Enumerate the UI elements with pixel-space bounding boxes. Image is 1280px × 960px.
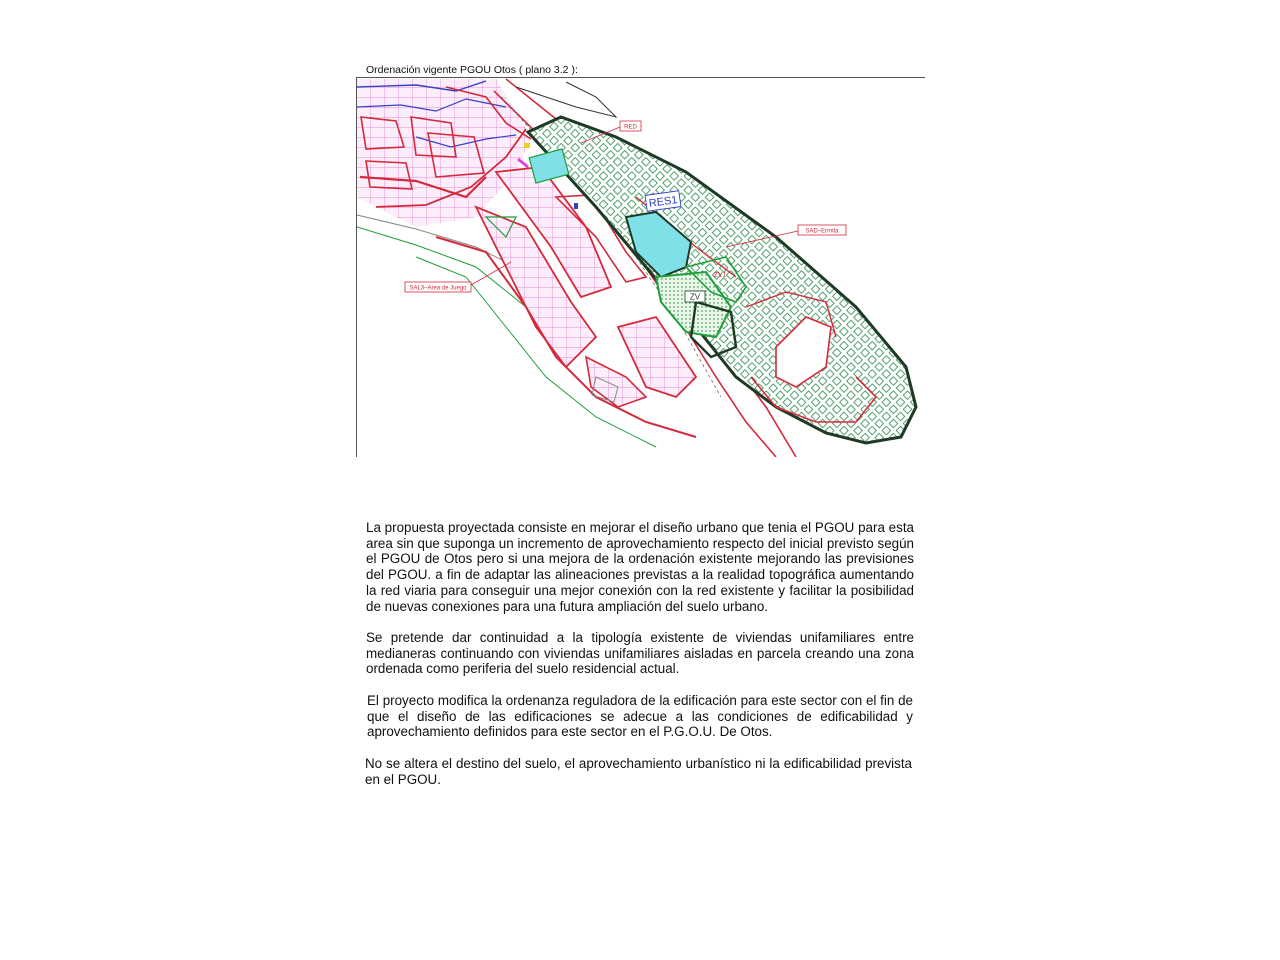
- svg-text:RED: RED: [624, 124, 637, 131]
- svg-text:ZV: ZV: [689, 292, 701, 302]
- urban-plan-map: [356, 77, 925, 457]
- label-sad-ermita: [798, 225, 846, 235]
- paragraph-ordenanza: El proyecto modifica la ordenanza reguladora de la edificación para este sector con el fin de que el diseño de las edificaciones se adecue a las condiciones de edificabilidad y aprovechamiento definidos para este sector en el P.G.O.U. De Otos.: [367, 693, 913, 740]
- svg-text:SAD–Ermita: SAD–Ermita: [805, 228, 839, 235]
- paragraph-continuidad: Se pretende dar continuidad a la tipología existente de viviendas unifamiliares entre medianeras continuando con viviendas unifamiliares aisladas en parcela creando una zona ordenada como periferia del suelo residencial actual.: [366, 630, 914, 677]
- paragraph-propuesta: La propuesta proyectada consiste en mejorar el diseño urbano que tenia el PGOU para esta area sin que suponga un incremento de aprovechamiento respecto del inicial previsto según el PGOU de Otos pero si una mejora de la ordenación existente mejorando las previsiones del PGOU. a fin de adaptar las alineaciones previstas a la realidad topográfica aumentando la red viaria para conseguir una mejor conexión con la red existente y facilitar la posibilidad de nuevas conexiones para una futura ampliación del suelo urbano.: [366, 520, 914, 614]
- cyan-zone-top: [529, 149, 569, 183]
- figure-caption: Ordenación vigente PGOU Otos ( plano 3.2 ):: [366, 64, 578, 76]
- svg-text:ZV1: ZV1: [713, 272, 727, 279]
- label-zv: [685, 291, 705, 302]
- paragraph-destino-suelo: No se altera el destino del suelo, el aprovechamiento urbanístico ni la edificabilidad prevista en el PGOU.: [365, 756, 912, 787]
- yellow-marker: [524, 143, 530, 148]
- label-red: [620, 121, 641, 131]
- blue-marker: [574, 203, 578, 209]
- urban-plan-drawing: [356, 77, 925, 457]
- label-sal3-area-de-juego: [405, 282, 471, 292]
- svg-text:SAL3–Area de Juego: SAL3–Area de Juego: [409, 285, 467, 292]
- label-zv1: [714, 272, 727, 279]
- svg-text:RES1: RES1: [648, 194, 679, 210]
